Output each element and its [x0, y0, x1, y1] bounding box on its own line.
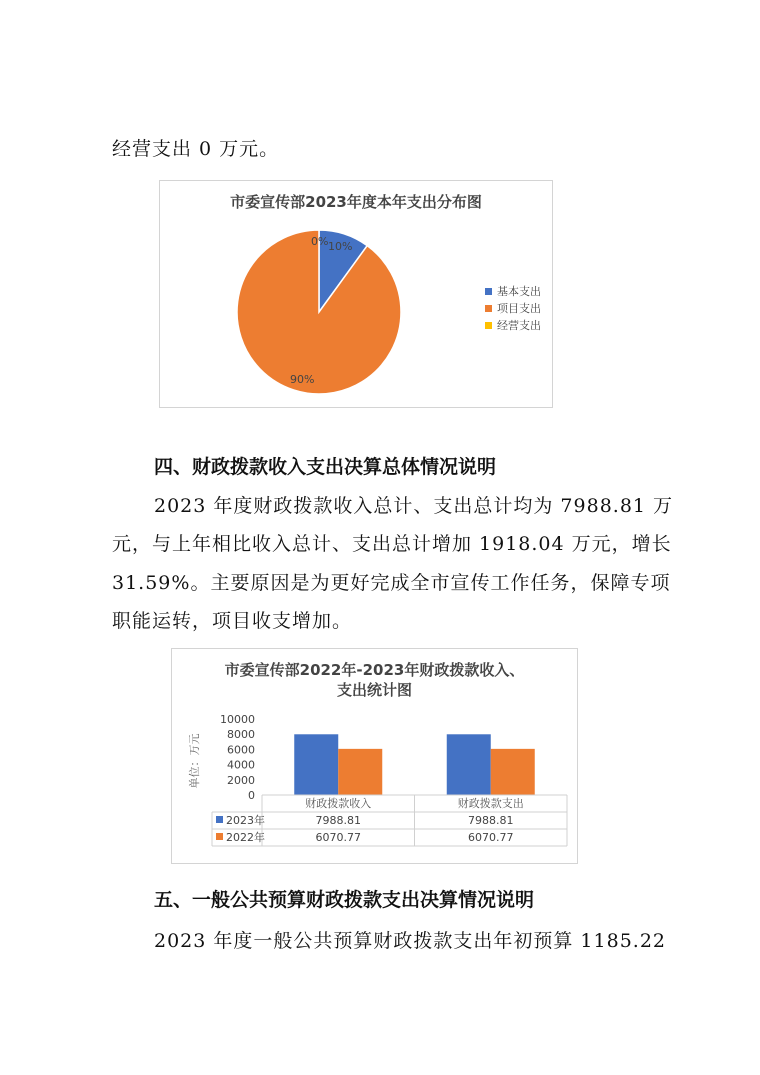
- table-series-name: 2023年: [226, 814, 265, 827]
- legend-item-project: [485, 300, 541, 316]
- table-cell: 6070.77: [315, 831, 361, 844]
- y-axis-label: 单位：万元: [188, 733, 201, 789]
- paragraph-line: 经营支出 0 万元。: [112, 138, 280, 160]
- category-label: 财政拨款支出: [457, 797, 524, 810]
- table-cell: 7988.81: [468, 814, 514, 827]
- y-tick-label: 10000: [220, 713, 255, 726]
- bar-0-1: [447, 734, 491, 795]
- bars: [294, 734, 535, 795]
- paragraph-line: 2023 年度财政拨款收入总计、支出总计均为 7988.81 万: [154, 495, 674, 517]
- bar-0-0: [294, 734, 338, 795]
- legend-label: 基本支出: [497, 285, 541, 298]
- category-label: 财政拨款收入: [305, 797, 372, 810]
- paragraph-line: 职能运转，项目收支增加。: [112, 610, 353, 632]
- paragraph-line: 2023 年度一般公共预算财政拨款支出年初预算 1185.22: [154, 930, 667, 952]
- legend-label: 项目支出: [497, 302, 541, 315]
- bar-chart: [171, 648, 578, 864]
- table-cell: 6070.77: [468, 831, 514, 844]
- y-tick-label: 0: [248, 789, 255, 802]
- data-table: [212, 795, 567, 846]
- pie-slice-project: [237, 230, 401, 394]
- y-ticks: [220, 713, 255, 802]
- paragraph-line: 元，与上年相比收入总计、支出总计增加 1918.04 万元，增长: [112, 533, 672, 555]
- section-heading: 五、一般公共预算财政拨款支出决算情况说明: [154, 889, 535, 911]
- y-tick-label: 2000: [227, 773, 255, 787]
- bar-chart-title-line2: 支出统计图: [336, 681, 412, 699]
- y-tick-label: 4000: [227, 758, 255, 772]
- bar-chart-title-line1: 市委宣传部2022年-2023年财政拨款收入、: [224, 661, 525, 679]
- y-tick-label: 8000: [227, 728, 255, 742]
- table-cell: 7988.81: [315, 814, 361, 827]
- y-tick-label: 6000: [227, 743, 255, 757]
- section-heading: 四、财政拨款收入支出决算总体情况说明: [154, 456, 497, 478]
- bar-1-1: [491, 749, 535, 795]
- paragraph-line: 31.59%。主要原因是为更好完成全市宣传工作任务，保障专项: [112, 572, 671, 594]
- bar-chart-svg: [172, 649, 577, 863]
- pie-label-operating: 0%: [311, 235, 329, 248]
- pie-label-project: 90%: [290, 373, 315, 386]
- legend-item-basic: [485, 283, 541, 299]
- legend-swatch: [485, 322, 492, 329]
- pie-chart: [159, 180, 553, 408]
- pie-label-basic: 10%: [328, 240, 353, 253]
- table-series-name: 2022年: [226, 831, 265, 844]
- legend-swatch: [485, 305, 492, 312]
- table-legend-swatch: [216, 833, 223, 840]
- legend-swatch: [485, 288, 492, 295]
- pie-chart-title: 市委宣传部2023年度本年支出分布图: [230, 193, 482, 211]
- legend-item-operating: [485, 317, 541, 333]
- legend-label: 经营支出: [497, 319, 541, 332]
- bar-1-0: [338, 749, 382, 795]
- table-legend-swatch: [216, 816, 223, 823]
